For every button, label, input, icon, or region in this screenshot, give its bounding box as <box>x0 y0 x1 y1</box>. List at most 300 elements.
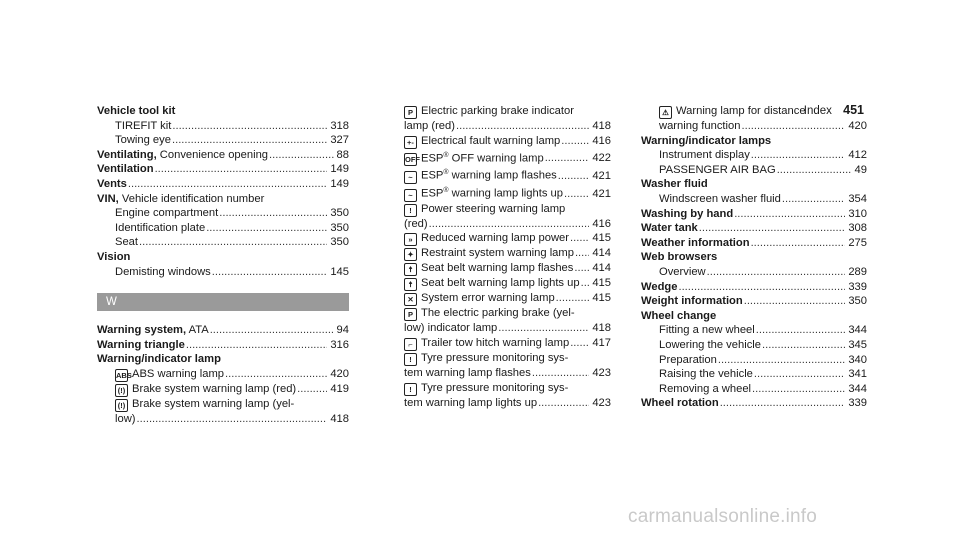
parking-brake-icon: P <box>404 308 417 321</box>
page-ref: 421 <box>592 187 611 200</box>
entry-heading: Weather information <box>641 236 750 249</box>
index-subentry[interactable] <box>386 246 611 261</box>
entry-label-post: OFF warning lamp <box>448 152 544 165</box>
page-ref: 289 <box>848 265 867 278</box>
dot-leader <box>155 162 328 177</box>
index-entry[interactable] <box>97 177 349 192</box>
dot-leader <box>751 148 846 163</box>
entry-text <box>97 338 185 353</box>
index-entry[interactable] <box>641 236 867 251</box>
dot-leader <box>532 366 589 381</box>
entry-qualifier: Vehicle identification number <box>118 192 265 205</box>
index-subentry[interactable] <box>97 265 349 280</box>
entry-text <box>659 148 750 163</box>
entry-text <box>404 119 455 134</box>
index-entry[interactable] <box>641 280 867 295</box>
dot-leader <box>558 169 590 184</box>
dot-leader <box>139 235 327 250</box>
index-entry[interactable] <box>97 192 349 207</box>
dot-leader <box>718 353 845 368</box>
index-subentry[interactable] <box>97 412 349 427</box>
index-subentry[interactable] <box>97 397 349 412</box>
index-subentry[interactable] <box>386 291 611 306</box>
index-entry[interactable] <box>641 309 867 324</box>
page-ref: 419 <box>330 382 349 395</box>
entry-text <box>404 261 573 276</box>
page-ref: 415 <box>592 277 611 290</box>
index-subentry[interactable] <box>641 323 867 338</box>
page-ref: 415 <box>592 232 611 245</box>
index-entry[interactable] <box>641 221 867 236</box>
entry-label: tem warning lamp flashes <box>404 366 531 379</box>
entry-text <box>659 265 706 280</box>
entry-text <box>659 105 806 117</box>
entry-text <box>659 192 781 207</box>
entry-label: Brake system warning lamp (yel- <box>132 397 295 410</box>
entry-text <box>641 294 743 309</box>
entry-label: Instrument display <box>659 149 750 162</box>
registered-mark: ® <box>443 187 449 195</box>
entry-label: Seat belt warning lamp flashes <box>421 262 574 275</box>
entry-label: low) <box>115 412 136 425</box>
entry-text <box>97 251 130 263</box>
tyre-pressure-icon: ! <box>404 353 417 366</box>
entry-text <box>641 207 733 222</box>
entry-heading: Vehicle tool kit <box>97 105 176 117</box>
index-subentry[interactable] <box>641 382 867 397</box>
entry-text <box>404 382 568 394</box>
entry-text <box>659 353 717 368</box>
page-ref: 149 <box>330 163 349 176</box>
page-ref: 339 <box>848 280 867 293</box>
entry-text <box>641 221 698 236</box>
entry-label: Electrical fault warning lamp <box>421 134 561 147</box>
entry-label: Trailer tow hitch warning lamp <box>421 336 570 349</box>
dot-leader <box>741 119 845 134</box>
entry-heading: Warning triangle <box>97 338 185 351</box>
index-entry[interactable] <box>97 104 349 119</box>
abs-icon: ABS <box>116 370 132 380</box>
page-ref: 418 <box>330 412 349 425</box>
index-subentry[interactable] <box>386 336 611 351</box>
entry-text <box>404 307 575 319</box>
entry-text <box>641 310 716 322</box>
entry-label: Seat belt warning lamp lights up <box>421 277 580 290</box>
entry-text <box>97 105 175 117</box>
entry-label: Restraint system warning lamp <box>421 247 574 260</box>
page-ref: 418 <box>592 322 611 335</box>
esp-off-icon: OFF <box>405 155 420 165</box>
entry-label: PASSENGER AIR BAG <box>659 163 776 176</box>
dot-leader <box>752 382 845 397</box>
index-subentry[interactable] <box>641 104 867 119</box>
index-subentry[interactable] <box>386 217 611 232</box>
entry-text <box>97 193 264 205</box>
index-subentry[interactable] <box>386 202 611 217</box>
index-subentry[interactable] <box>386 321 611 336</box>
entry-label: Identification plate <box>115 221 206 234</box>
index-subentry[interactable] <box>386 351 611 366</box>
page-ref: 420 <box>330 367 349 380</box>
entry-label: low) indicator lamp <box>404 322 498 335</box>
page-ref: 149 <box>330 177 349 190</box>
index-subentry[interactable] <box>386 381 611 396</box>
index-subentry[interactable] <box>641 338 867 353</box>
index-subentry[interactable] <box>386 149 611 167</box>
index-entry[interactable] <box>641 207 867 222</box>
battery-icon: +- <box>404 136 417 149</box>
page-ref: 344 <box>848 324 867 337</box>
dot-leader <box>172 133 327 148</box>
entry-text <box>404 134 560 149</box>
entry-label: The electric parking brake (yel- <box>421 307 575 320</box>
entry-label: TIREFIT kit <box>115 119 172 132</box>
dot-leader <box>210 323 334 338</box>
page-ref: 350 <box>330 207 349 220</box>
dot-leader <box>225 367 327 382</box>
entry-label: Demisting windows <box>115 265 211 278</box>
dot-leader <box>678 280 845 295</box>
entry-text <box>404 203 565 215</box>
entry-label: Towing eye <box>115 134 171 147</box>
entry-text <box>404 291 555 306</box>
dot-leader <box>556 291 590 306</box>
dot-leader <box>574 261 589 276</box>
page-ref: 145 <box>330 265 349 278</box>
entry-text <box>404 321 497 336</box>
index-column-1 <box>97 104 349 427</box>
watermark: carmanualsonline.info <box>628 506 818 527</box>
page-ref: 316 <box>330 338 349 351</box>
entry-text <box>404 231 569 246</box>
entry-text <box>115 398 294 410</box>
page-ref: 350 <box>330 236 349 249</box>
page-ref: 341 <box>848 368 867 381</box>
page-ref: 339 <box>848 397 867 410</box>
entry-text <box>115 206 218 221</box>
page-ref: 414 <box>592 262 611 275</box>
entry-label: Tyre pressure monitoring sys- <box>421 381 569 394</box>
entry-text <box>115 235 138 250</box>
index-subentry[interactable] <box>386 276 611 291</box>
index-entry[interactable] <box>641 294 867 309</box>
steering-icon: ! <box>404 204 417 217</box>
index-entry[interactable] <box>97 323 349 338</box>
entry-text <box>404 105 574 117</box>
brake-icon: (!) <box>115 399 128 412</box>
index-subentry[interactable] <box>97 367 349 382</box>
page-number: 451 <box>843 103 864 117</box>
page-ref: 418 <box>592 120 611 132</box>
entry-text <box>97 323 209 338</box>
index-subentry[interactable] <box>386 396 611 411</box>
index-subentry[interactable] <box>386 231 611 246</box>
dot-leader <box>699 221 846 236</box>
index-subentry[interactable] <box>97 206 349 221</box>
dot-leader <box>734 207 845 222</box>
entry-heading: Wheel rotation <box>641 397 719 410</box>
entry-heading: Washing by hand <box>641 207 734 220</box>
dot-leader <box>545 151 590 166</box>
dot-leader <box>720 396 846 411</box>
entry-heading: Warning system, <box>97 324 187 337</box>
entry-text <box>659 367 753 382</box>
entry-text <box>115 265 211 280</box>
page-ref: 422 <box>592 152 611 165</box>
page-ref: 416 <box>592 217 611 230</box>
entry-qualifier: ATA <box>186 324 209 337</box>
entry-label: Warning lamp for distance <box>676 105 806 117</box>
index-entry[interactable] <box>641 177 867 192</box>
entry-heading: VIN, <box>97 192 119 205</box>
index-subentry[interactable] <box>641 367 867 382</box>
entry-heading: Wedge <box>641 280 678 293</box>
entry-text <box>641 280 677 295</box>
index-entry[interactable] <box>641 134 867 149</box>
index-subentry[interactable] <box>97 382 349 397</box>
dot-leader <box>212 265 328 280</box>
page-ref: 340 <box>848 353 867 366</box>
page-ref: 49 <box>854 163 867 176</box>
entry-text <box>404 276 580 291</box>
page-ref: 345 <box>848 338 867 351</box>
page-ref: 420 <box>848 120 867 132</box>
dot-leader <box>570 336 589 351</box>
page-ref: 318 <box>330 119 349 132</box>
index-subentry[interactable] <box>97 235 349 250</box>
page-ref: 421 <box>592 170 611 183</box>
page-ref: 412 <box>848 149 867 162</box>
entry-label-post: warning lamp lights up <box>448 187 563 200</box>
dot-leader <box>782 192 845 207</box>
entry-text <box>641 236 750 251</box>
esp-icon: ~ <box>404 171 417 184</box>
entry-text <box>404 149 544 167</box>
tyre-pressure-icon: ! <box>404 383 417 396</box>
index-entry[interactable] <box>97 338 349 353</box>
index-entry[interactable] <box>97 352 349 367</box>
entry-text <box>115 412 136 427</box>
entry-label: warning function <box>659 120 741 132</box>
index-subentry[interactable] <box>386 134 611 149</box>
entry-label: System error warning lamp <box>421 292 555 305</box>
entry-text <box>115 221 205 236</box>
dot-leader <box>137 412 328 427</box>
entry-heading: Vision <box>97 250 131 263</box>
entry-text <box>404 184 563 202</box>
dot-leader <box>564 187 589 202</box>
entry-label: Brake system warning lamp (red) <box>132 382 297 395</box>
entry-text <box>659 338 761 353</box>
entry-text <box>404 336 569 351</box>
entry-label: tem warning lamp lights up <box>404 396 538 409</box>
index-subentry[interactable] <box>641 353 867 368</box>
entry-text <box>404 366 531 381</box>
index-subentry[interactable] <box>386 119 611 134</box>
page-ref: 308 <box>848 222 867 235</box>
page-ref: 350 <box>848 295 867 308</box>
page-ref: 423 <box>592 366 611 379</box>
entry-text <box>659 119 740 134</box>
index-entry[interactable] <box>97 148 349 163</box>
entry-text <box>641 251 717 263</box>
entry-label: Fitting a new wheel <box>659 324 755 337</box>
entry-text <box>641 135 771 147</box>
dot-leader <box>570 231 589 246</box>
restraint-icon: ✦ <box>404 248 417 261</box>
entry-text <box>404 217 428 232</box>
index-subentry[interactable] <box>641 265 867 280</box>
entry-text <box>404 352 568 364</box>
entry-qualifier: Convenience opening <box>156 148 269 161</box>
entry-text <box>641 178 708 190</box>
page-ref: 414 <box>592 247 611 260</box>
dot-leader <box>561 134 589 149</box>
entry-text <box>115 119 171 134</box>
registered-mark: ® <box>443 151 449 159</box>
entry-label: Tyre pressure monitoring sys- <box>421 351 569 364</box>
dot-leader <box>777 163 852 178</box>
index-subentry[interactable] <box>386 306 611 321</box>
seat-belt-icon: ☨ <box>404 278 417 291</box>
dot-leader <box>429 217 590 232</box>
index-subentry[interactable] <box>386 104 611 119</box>
reduced-power-icon: » <box>404 233 417 246</box>
dot-leader <box>172 119 327 134</box>
entry-heading: Warning/indicator lamp <box>97 353 221 366</box>
entry-text <box>404 396 537 411</box>
dot-leader <box>128 177 327 192</box>
entry-heading: Warning/indicator lamps <box>641 134 772 147</box>
entry-label: ABS warning lamp <box>132 367 225 380</box>
entry-text <box>97 177 127 192</box>
entry-heading: Vents <box>97 177 127 190</box>
dot-leader <box>498 321 589 336</box>
page-ref: 354 <box>848 192 867 205</box>
entry-text <box>97 353 221 365</box>
entry-heading: Wheel change <box>641 309 717 322</box>
dot-leader <box>756 323 846 338</box>
entry-text <box>641 396 719 411</box>
index-subentry[interactable] <box>386 366 611 381</box>
page-ref: 415 <box>592 292 611 305</box>
dot-leader <box>456 119 589 134</box>
entry-text <box>659 382 751 397</box>
registered-mark: ® <box>443 169 449 177</box>
index-entry[interactable] <box>97 250 349 265</box>
entry-label: Power steering warning lamp <box>421 202 566 215</box>
entry-heading: Water tank <box>641 222 698 235</box>
entry-text <box>97 162 154 177</box>
entry-text <box>115 367 224 382</box>
entry-heading: Weight information <box>641 295 743 308</box>
index-subentry[interactable] <box>641 163 867 178</box>
index-subentry[interactable] <box>97 119 349 134</box>
entry-label-post: warning lamp flashes <box>448 170 557 183</box>
index-subentry[interactable] <box>97 221 349 236</box>
dot-leader <box>707 265 846 280</box>
parking-brake-icon: P <box>404 106 417 119</box>
entry-label: Engine compartment <box>115 207 219 220</box>
index-subentry[interactable] <box>386 166 611 184</box>
dot-leader <box>762 338 845 353</box>
entry-text <box>115 133 171 148</box>
index-subentry[interactable] <box>386 184 611 202</box>
entry-label: Removing a wheel <box>659 382 752 395</box>
entry-text <box>404 246 574 261</box>
index-column-3 <box>641 104 867 411</box>
page-ref: 417 <box>592 336 611 349</box>
index-subentry[interactable] <box>641 148 867 163</box>
index-entry[interactable] <box>97 162 349 177</box>
dot-leader <box>269 148 334 163</box>
entry-label-pre: ESP <box>421 187 444 200</box>
entry-label: Lowering the vehicle <box>659 338 761 351</box>
entry-text <box>659 323 755 338</box>
page-ref: 423 <box>592 396 611 409</box>
dot-leader <box>186 338 327 353</box>
index-subentry[interactable] <box>641 119 867 134</box>
dot-leader <box>206 221 327 236</box>
entry-text <box>404 166 557 184</box>
entry-heading: Washer fluid <box>641 178 708 191</box>
entry-text <box>659 163 776 178</box>
page-ref: 327 <box>330 134 349 147</box>
dot-leader <box>538 396 589 411</box>
esp-icon: ~ <box>404 189 417 202</box>
brake-icon: (!) <box>115 384 128 397</box>
entry-label: Reduced warning lamp power <box>421 232 570 245</box>
entry-label-pre: ESP <box>421 152 444 165</box>
entry-label: Windscreen washer fluid <box>659 192 781 205</box>
dot-leader <box>575 246 589 261</box>
dot-leader <box>744 294 846 309</box>
index-subentry[interactable] <box>97 133 349 148</box>
index-column-2 <box>386 104 611 410</box>
entry-label: lamp (red) <box>404 120 455 132</box>
page-ref: 350 <box>330 221 349 234</box>
entry-label: (red) <box>404 217 428 230</box>
entry-label: Preparation <box>659 353 717 366</box>
page-ref: 416 <box>592 134 611 147</box>
entry-text <box>115 382 296 397</box>
header-label: Index <box>803 105 832 117</box>
page-ref: 310 <box>848 207 867 220</box>
index-entry[interactable] <box>641 250 867 265</box>
entry-label-pre: ESP <box>421 170 444 183</box>
index-entry[interactable] <box>641 396 867 411</box>
trailer-icon: ⌐ <box>404 338 417 351</box>
dot-leader <box>297 382 327 397</box>
entry-label: Raising the vehicle <box>659 368 753 381</box>
entry-text <box>97 148 268 163</box>
entry-heading: Ventilating, <box>97 148 157 161</box>
entry-label: Electric parking brake indicator <box>421 105 574 117</box>
dot-leader <box>751 236 846 251</box>
car-error-icon: ✕ <box>404 293 417 306</box>
dot-leader <box>754 367 845 382</box>
index-subentry[interactable] <box>641 192 867 207</box>
entry-label: Seat <box>115 236 139 249</box>
page-ref: 344 <box>848 382 867 395</box>
entry-heading: Ventilation <box>97 163 154 176</box>
seat-belt-icon: ☨ <box>404 263 417 276</box>
section-letter: W <box>97 293 349 311</box>
index-subentry[interactable] <box>386 261 611 276</box>
distance-warning-icon: ⚠ <box>659 106 672 119</box>
entry-label: Overview <box>659 265 706 278</box>
page-ref: 275 <box>848 236 867 249</box>
